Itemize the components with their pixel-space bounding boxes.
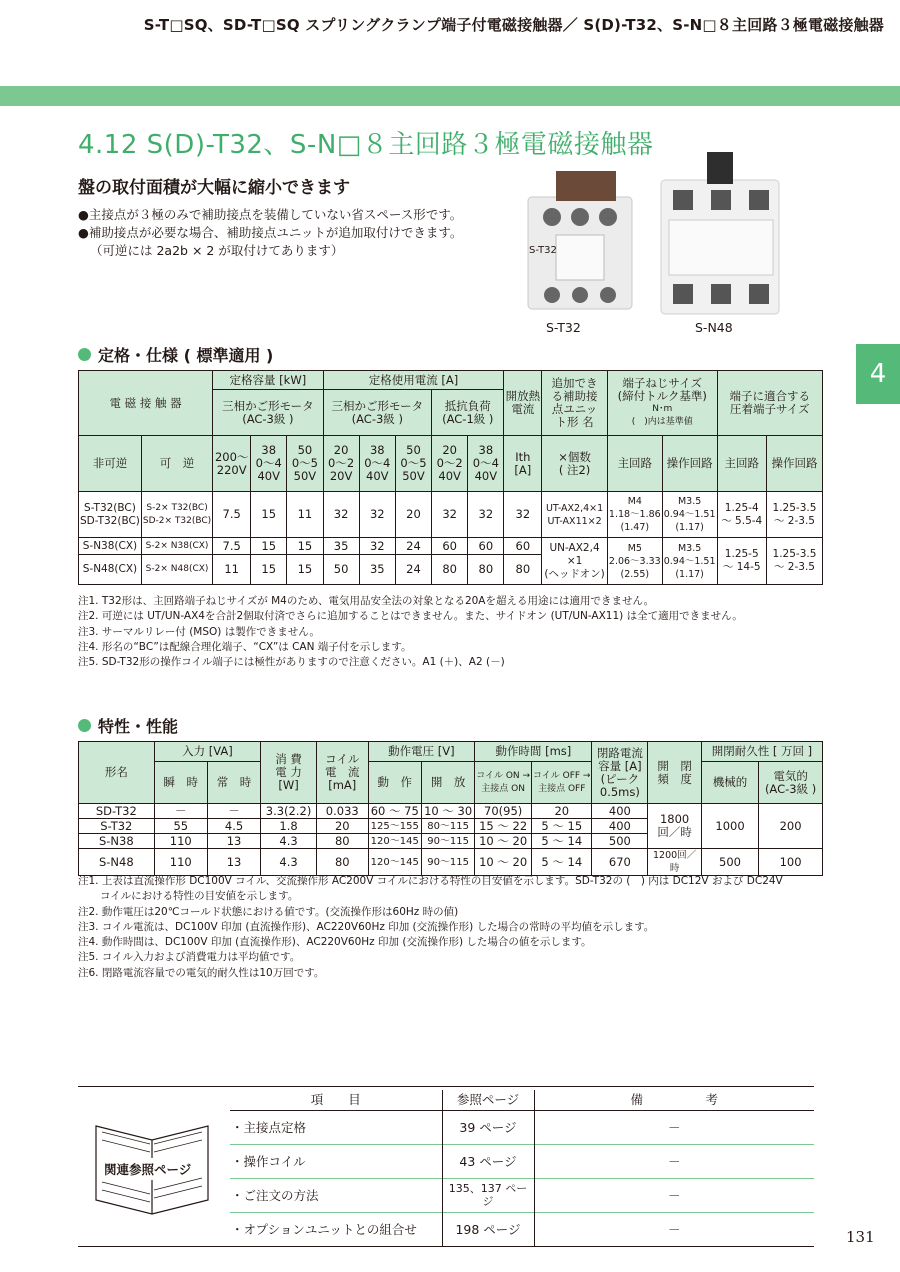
spec-note: 注1. T32形は、主回路端子ねじサイズが M4のため、電気用品安全法の対象となる20Aを超える用途には適用できません。 [78, 595, 655, 607]
perf-head-drop: 開 放 [421, 762, 474, 804]
perf-cell: 3.3(2.2) [261, 804, 317, 819]
ref-page-link[interactable]: 43 ページ [442, 1144, 534, 1178]
perf-cell: 70(95) [475, 804, 532, 819]
spec-head-ac3-text: (AC-3級 ) [242, 411, 294, 426]
spec-head-nonrev: 非可逆 [79, 436, 142, 492]
running-header: S-T□SQ、SD-T□SQ スプリングクランプ端子付電磁接触器／ S(D)-T32、S-N□８主回路３極電磁接触器 [143, 16, 884, 34]
spec-note: 注3. サーマルリレー付 (MSO) は製作できません。 [78, 625, 320, 638]
perf-cell: 125〜155 [368, 819, 421, 834]
spec-head-torque: (締付トルク基準) [617, 389, 707, 403]
spec-cell: 80 [504, 555, 542, 585]
perf-note: 注5. コイル入力および消費電力は平均値です。 [78, 951, 301, 964]
spec-head-v2: 380〜440V [251, 436, 287, 492]
ref-note: － [667, 1119, 681, 1135]
perf-cell: 5 〜 14 [532, 834, 592, 849]
perf-heading-text: 特性・性能 [98, 717, 179, 736]
spec-head-op1: 操作回路 [662, 436, 717, 492]
ref-note: － [667, 1187, 681, 1203]
ref-page-link[interactable]: 198 ページ [442, 1212, 534, 1246]
perf-cell: 0.033 [316, 804, 368, 819]
spec-head-current: 定格使用電流 [A] [323, 371, 504, 390]
spec-head-resist [432, 390, 504, 436]
chapter-tab[interactable]: 4 [856, 344, 900, 404]
ref-item: ・操作コイル [230, 1144, 442, 1178]
perf-cell-mech2: 500 [701, 849, 758, 876]
section-subtitle: 盤の取付面積が大幅に縮小できます [78, 178, 350, 198]
spec-head-unit2: ( )内は基準値 [631, 417, 693, 427]
perf-cell: 500 [592, 834, 648, 849]
perf-note: コイルにおける特性の目安値を示します。 [100, 890, 299, 903]
product-photo-s-t32 [520, 165, 640, 315]
perf-head-inrush: 瞬 時 [154, 762, 207, 804]
perf-cell: － [207, 804, 260, 819]
spec-head-ac1-text: (AC-1級 ) [442, 411, 494, 426]
spec-cell: 24 [395, 555, 431, 585]
spec-cell: 24 [395, 538, 431, 555]
spec-head-v6: 500〜550V [395, 436, 431, 492]
spec-head-aux [542, 371, 608, 436]
spec-cell: 32 [468, 492, 504, 538]
spec-cell: 32 [359, 492, 395, 538]
spec-table [78, 370, 823, 585]
perf-cell: 13 [207, 849, 260, 876]
spec-head-screw [607, 371, 717, 436]
spec-cell: M5 2.06〜3.33 (2.55) [607, 538, 662, 585]
ref-head-item: 項 目 [230, 1090, 442, 1110]
spec-cell: 1.25-5 〜 14-5 [717, 538, 766, 585]
spec-cell: S-N48(CX) [79, 555, 142, 585]
ref-note: － [667, 1153, 681, 1169]
perf-head-input: 入力 [VA] [154, 742, 261, 762]
spec-cell: 60 [468, 538, 504, 555]
perf-cell: 10 〜 20 [475, 849, 532, 876]
perf-notes [78, 874, 783, 981]
spec-head-count-text: ×個数 [558, 449, 591, 464]
perf-head-pick: 動 作 [368, 762, 421, 804]
perf-cell: SD-T32 [79, 804, 155, 819]
perf-head-life: 開閉耐久性 [ 万回 ] [701, 742, 822, 762]
ref-rule [78, 1086, 814, 1087]
perf-cell-elec2: 100 [759, 849, 823, 876]
table-row[interactable] [230, 1144, 814, 1178]
spec-head-main1: 主回路 [607, 436, 662, 492]
perf-heading [78, 714, 178, 737]
perf-head-break: 閉路電流 容量 [A] (ピーク 0.5ms) [592, 742, 648, 804]
perf-cell: 4.5 [207, 819, 260, 834]
spec-head-crimp [717, 371, 822, 436]
spec-cell: 1.25-3.5 〜 2-3.5 [766, 538, 822, 585]
perf-head-opv: 動作電圧 [V] [368, 742, 475, 762]
spec-cell: 15 [287, 538, 323, 555]
spec-head-screw-text: 端子ねじサイズ [622, 376, 703, 390]
bullet-3: （可逆には 2a2b × 2 が取付けてあります） [90, 243, 344, 258]
page-number: 131 [846, 1228, 875, 1246]
perf-note: 注3. コイル電流は、DC100V 印加 (直流操作形)、AC220V60Hz 印加 (交流操作形) した場合の常時の平均値を示します。 [78, 920, 655, 933]
spec-head-count [542, 436, 608, 492]
ref-page-link[interactable]: 39 ページ [442, 1110, 534, 1144]
bullet-dot-icon [78, 348, 91, 361]
perf-cell: 5 〜 14 [532, 849, 592, 876]
spec-cell: S-2× N38(CX) [141, 538, 212, 555]
table-row[interactable] [230, 1212, 814, 1246]
table-row[interactable] [230, 1110, 814, 1144]
photo-caption-s-t32: S-T32 [546, 320, 581, 335]
perf-cell: 120〜145 [368, 849, 421, 876]
spec-cell: 80 [432, 555, 468, 585]
perf-cell: － [154, 804, 207, 819]
table-row [79, 538, 823, 555]
table-row[interactable] [230, 1178, 814, 1212]
spec-cell: 11 [287, 492, 323, 538]
perf-head-time: 動作時間 [ms] [475, 742, 592, 762]
spec-note: 注4. 形名の“BC”は配線合理化端子、“CX”は CAN 端子付を示します。 [78, 640, 412, 653]
perf-head-model: 形名 [79, 742, 155, 804]
spec-head-motor-a-text: 三相かご形モータ [331, 398, 424, 413]
perf-head-coil: コイル 電 流 [mA] [316, 742, 368, 804]
spec-head-main2: 主回路 [717, 436, 766, 492]
perf-cell: 80 [316, 849, 368, 876]
perf-cell: 5 〜 15 [532, 819, 592, 834]
perf-cell: 13 [207, 834, 260, 849]
perf-cell: 400 [592, 819, 648, 834]
perf-cell-freq2: 1200回／時 [648, 849, 702, 876]
spec-head-v3: 500〜550V [287, 436, 323, 492]
perf-cell: 60 〜 75 [368, 804, 421, 819]
ref-item: ・オプションユニットとの組合せ [230, 1212, 442, 1246]
table-row [79, 804, 823, 819]
perf-cell: 90〜115 [421, 849, 474, 876]
spec-cell: 50 [323, 555, 359, 585]
bullet-dot-icon [78, 719, 91, 732]
spec-head-capacity: 定格容量 [kW] [213, 371, 323, 390]
perf-cell: 1.8 [261, 819, 317, 834]
perf-table [78, 741, 823, 876]
ref-bottom-rule [78, 1246, 814, 1247]
spec-head-op2: 操作回路 [766, 436, 822, 492]
photo-caption-s-n48: S-N48 [695, 320, 733, 335]
spec-cell: 11 [213, 555, 251, 585]
perf-cell: 20 [532, 804, 592, 819]
spec-head-motor-kw [213, 390, 323, 436]
perf-head-toff: コイル OFF → 主接点 OFF [532, 762, 592, 804]
perf-cell: S-T32 [79, 819, 155, 834]
spec-head-rev: 可 逆 [141, 436, 212, 492]
spec-head-v4: 200〜220V [323, 436, 359, 492]
spec-cell: M3.5 0.94〜1.51 (1.17) [662, 492, 717, 538]
ref-item: ・ご注文の方法 [230, 1178, 442, 1212]
spec-head-v7: 200〜240V [432, 436, 468, 492]
spec-cell: 32 [359, 538, 395, 555]
bullet-2: ●補助接点が必要な場合、補助接点ユニットが追加取付けできます。 [78, 225, 463, 240]
bullet-1: ●主接点が３極のみで補助接点を装備していない省スペース形です。 [78, 207, 463, 222]
ref-head-note: 備 考 [630, 1092, 718, 1108]
spec-head-open: 開放熱電流 [504, 371, 542, 436]
perf-cell: 10 〜 20 [475, 834, 532, 849]
spec-cell: 1.25-4 〜 5.5-4 [717, 492, 766, 538]
spec-cell: 20 [395, 492, 431, 538]
perf-note: 注1. 上表は直流操作形 DC100V コイル、交流操作形 AC200V コイルにおける特性の目安値を示します。SD-T32の ( ) 内は DC12V および DC24V [78, 875, 783, 887]
perf-cell: 120〜145 [368, 834, 421, 849]
perf-cell: 4.3 [261, 834, 317, 849]
perf-cell: 20 [316, 819, 368, 834]
perf-cell: 670 [592, 849, 648, 876]
spec-head-v8: 380〜440V [468, 436, 504, 492]
perf-cell: 110 [154, 849, 207, 876]
ref-note: － [667, 1221, 681, 1237]
book-icon [88, 1106, 216, 1218]
spec-head-v1: 200〜220V [213, 436, 251, 492]
ref-head-page: 参照ページ [442, 1090, 534, 1110]
spec-head-unit: N･m [652, 404, 673, 414]
perf-cell: 15 〜 22 [475, 819, 532, 834]
spec-note: 注2. 可逆には UT/UN-AX4を合計2個取付済でさらに追加することはできません。また、サイドオン (UT/UN-AX11) は全て適用できません。 [78, 610, 743, 623]
spec-head-resist-text: 抵抗負荷 [444, 398, 491, 413]
spec-heading-text: 定格・仕様 ( 標準適用 ) [98, 346, 274, 365]
spec-head-ac3-a-text: (AC-3級 ) [351, 411, 403, 426]
spec-cell: M4 1.18〜1.86 (1.47) [607, 492, 662, 538]
spec-cell: S-T32(BC) SD-T32(BC) [79, 492, 142, 538]
perf-cell: 10 〜 30 [421, 804, 474, 819]
header-band [0, 86, 900, 106]
spec-head-note2-text: ( 注2) [558, 462, 591, 477]
spec-head-motor-text: 三相かご形モータ [222, 398, 314, 413]
section-title: 4.12 S(D)-T32、S-N□８主回路３極電磁接触器 [78, 130, 654, 160]
table-row [79, 849, 823, 876]
photo-label: S-T32 [529, 245, 557, 256]
spec-note: 注5. SD-T32形の操作コイル端子には極性がありますので注意ください。A1 (＋)、A2 (－) [78, 656, 505, 669]
perf-cell: 4.3 [261, 849, 317, 876]
perf-cell-mech1: 1000 [701, 804, 758, 849]
perf-head-power: 消 費 電 力 [W] [261, 742, 317, 804]
spec-cell: 1.25-3.5 〜 2-3.5 [766, 492, 822, 538]
spec-notes [78, 594, 743, 670]
perf-note: 注4. 動作時間は、DC100V 印加 (直流操作形)、AC220V60Hz 印加 (交流操作形) した場合の値を示します。 [78, 936, 592, 949]
perf-cell: 90〜115 [421, 834, 474, 849]
spec-cell: S-2× N48(CX) [141, 555, 212, 585]
perf-cell: 110 [154, 834, 207, 849]
perf-cell-freq1: 1800 回／時 [648, 804, 702, 849]
ref-label: 関連参照ページ [104, 1158, 191, 1180]
spec-cell: 32 [432, 492, 468, 538]
spec-cell: 15 [251, 492, 287, 538]
perf-note: 注6. 閉路電流容量での電気的耐久性は10万回です。 [78, 966, 325, 979]
perf-head-ton: コイル ON → 主接点 ON [475, 762, 532, 804]
ref-page-link[interactable]: 135、137 ページ [442, 1178, 534, 1212]
spec-cell: 7.5 [213, 538, 251, 555]
perf-cell: S-N38 [79, 834, 155, 849]
perf-cell: 80〜115 [421, 819, 474, 834]
spec-cell: UN-AX2,4 ×1 (ヘッドオン) [542, 538, 608, 585]
perf-head-hold: 常 時 [207, 762, 260, 804]
perf-cell-elec1: 200 [759, 804, 823, 849]
spec-cell: 32 [504, 492, 542, 538]
ref-item: ・主接点定格 [230, 1110, 442, 1144]
perf-head-mech: 機械的 [701, 762, 758, 804]
spec-cell: 60 [504, 538, 542, 555]
spec-cell: 15 [251, 555, 287, 585]
spec-cell: 15 [251, 538, 287, 555]
perf-cell: 80 [316, 834, 368, 849]
perf-cell: S-N48 [79, 849, 155, 876]
spec-head-motor-a [323, 390, 432, 436]
spec-cell: S-N38(CX) [79, 538, 142, 555]
spec-cell: 35 [323, 538, 359, 555]
perf-note: 注2. 動作電圧は20℃コールド状態における値です。(交流操作形は60Hz 時の値) [78, 905, 459, 918]
spec-heading [78, 343, 273, 366]
perf-cell: 400 [592, 804, 648, 819]
spec-head-ith: Ith [A] [504, 436, 542, 492]
ref-table [230, 1090, 814, 1246]
spec-cell: S-2× T32(BC) SD-2× T32(BC) [141, 492, 212, 538]
perf-cell: 55 [154, 819, 207, 834]
spec-head-crimp-text: 端子に適合する圧着端子サイズ [729, 389, 811, 416]
spec-cell: 60 [432, 538, 468, 555]
spec-cell: 15 [287, 555, 323, 585]
spec-cell: UT-AX2,4×1 UT-AX11×2 [542, 492, 608, 538]
perf-head-elec: 電気的 (AC-3級 ) [759, 762, 823, 804]
spec-head-contactor: 電 磁 接 触 器 [79, 371, 213, 436]
perf-head-freq: 開 閉 頻 度 [648, 742, 702, 804]
product-photo-s-n48 [655, 150, 785, 318]
spec-head-aux-text: 追加できる補助接点ユニット形 名 [551, 376, 598, 429]
spec-cell: 7.5 [213, 492, 251, 538]
spec-cell: 80 [468, 555, 504, 585]
spec-head-v5: 380〜440V [359, 436, 395, 492]
table-row [79, 492, 823, 538]
spec-cell: 32 [323, 492, 359, 538]
spec-cell: M3.5 0.94〜1.51 (1.17) [662, 538, 717, 585]
spec-cell: 35 [359, 555, 395, 585]
